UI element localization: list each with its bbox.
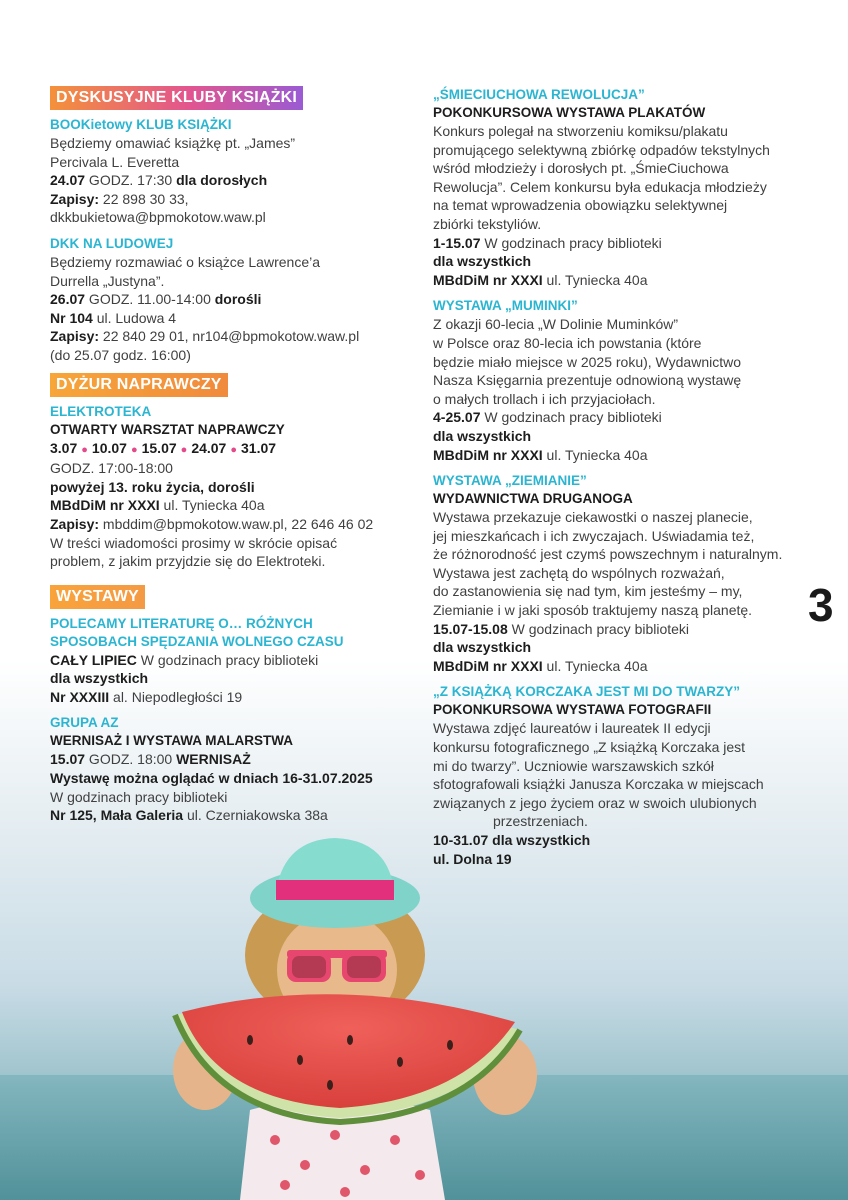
signup-label: Zapisy:	[50, 515, 100, 532]
event-elektroteka	[50, 403, 420, 571]
event-date: 10.07	[91, 439, 127, 456]
event-subtitle: WERNISAŻ I WYSTAWA MALARSTWA	[50, 733, 293, 749]
event-hours: W godzinach pracy biblioteki	[136, 651, 319, 668]
signup-value: 22 898 30 33,	[99, 190, 189, 207]
event-polecamy	[50, 615, 420, 707]
event-audience: dorośli	[214, 291, 262, 308]
event-kind: WERNISAŻ	[176, 751, 251, 768]
event-hours: W godzinach pracy biblioteki	[507, 620, 690, 637]
event-place-name: Nr 125, Mała Galeria	[50, 807, 184, 824]
event-title: POLECAMY LITERATURĘ O… RÓŻNYCH	[50, 615, 313, 631]
event-grupa-az	[50, 714, 420, 824]
event-date-line	[50, 750, 420, 769]
event-title: DKK NA LUDOWEJ	[50, 235, 174, 251]
event-subtitle: POKONKURSOWA WYSTAWA PLAKATÓW	[433, 105, 706, 120]
signup-line	[50, 515, 420, 534]
event-audience: dla wszystkich	[433, 427, 532, 444]
event-date: 3.07	[50, 439, 78, 456]
email-link[interactable]: dkkbukietowa@bpmokotow.waw.pl	[50, 209, 266, 226]
event-desc: jej mieszkańcach i ich zwyczajach. Uświadamia też,	[433, 527, 755, 544]
event-date: 15.07-15.08	[433, 620, 508, 637]
event-title: WYSTAWA „ZIEMIANIE”	[433, 473, 587, 489]
event-address: al. Niepodległości 19	[109, 688, 243, 705]
event-smieciuchowa	[433, 86, 813, 289]
event-date: 15.07	[141, 439, 177, 456]
event-date: 26.07	[50, 291, 86, 308]
event-desc: w Polsce oraz 80-lecia ich powstania (które	[433, 334, 702, 351]
event-audience: dla wszystkich	[50, 670, 149, 687]
event-desc: Wystawa zdjęć laureatów i laureatek II edycji	[433, 720, 711, 737]
event-desc: W treści wiadomości prosimy w skrócie opisać	[50, 534, 338, 551]
signup-note: (do 25.07 godz. 16:00)	[50, 346, 191, 363]
event-subtitle: OTWARTY WARSZTAT NAPRAWCZY	[50, 421, 285, 437]
event-desc: wśród młodzieży i dorosłych pt. „ŚmieCiuchowa	[433, 160, 729, 177]
event-desc: związanych z jego życiem oraz w swoich ulubionych	[433, 794, 757, 811]
signup-line	[50, 327, 420, 346]
event-desc: przestrzeniach.	[493, 813, 588, 830]
event-title-cont: SPOSOBACH SPĘDZANIA WOLNEGO CZASU	[50, 633, 344, 649]
event-place-name: MBdDiM nr XXXI	[433, 271, 543, 288]
event-address: ul. Tyniecka 40a	[159, 497, 265, 514]
page-number: 3	[808, 579, 834, 631]
event-ziemianie	[433, 472, 813, 675]
event-date: 31.07	[241, 439, 277, 456]
event-audience: powyżej 13. roku życia, dorośli	[50, 478, 255, 495]
event-audience: dla dorosłych	[176, 172, 268, 189]
event-place-name: Nr XXXIII	[50, 688, 110, 705]
event-title: „Z KSIĄŻKĄ KORCZAKA JEST MI DO TWARZY”	[433, 684, 740, 700]
event-audience: dla wszystkich	[433, 639, 532, 656]
signup-value: mbddim@bpmokotow.waw.pl, 22 646 46 02	[99, 515, 374, 532]
event-place-line	[50, 688, 420, 707]
event-subtitle: POKONKURSOWA WYSTAWA FOTOGRAFII	[433, 702, 712, 718]
event-range: Wystawę można oglądać w dniach 16-31.07.2025	[50, 770, 373, 787]
event-address: ul. Czerniakowska 38a	[183, 807, 328, 824]
bullet-icon: ●	[180, 443, 188, 456]
event-date-line	[433, 234, 813, 253]
event-hours: GODZ. 17:00-18:00	[50, 460, 173, 477]
event-address: ul. Tyniecka 40a	[542, 271, 648, 288]
event-place-name: MBdDiM nr XXXI	[50, 497, 160, 514]
section-heading-kluby: DYSKUSYJNE KLUBY KSIĄŻKI	[50, 86, 303, 110]
event-address: ul. Tyniecka 40a	[542, 657, 648, 674]
event-date: 1-15.07	[433, 234, 481, 251]
event-date-line	[433, 620, 813, 639]
left-column	[50, 86, 420, 833]
event-date: 24.07	[191, 439, 227, 456]
event-hours: W godzinach pracy biblioteki	[50, 788, 228, 805]
event-desc: Ziemianie i w jaki sposób traktujemy naszą planetę.	[433, 602, 753, 619]
event-desc: zbiórki tekstyliów.	[433, 215, 542, 232]
event-place-line	[433, 271, 813, 290]
event-place-name: MBdDiM nr XXXI	[433, 657, 543, 674]
bullet-icon: ●	[130, 443, 138, 456]
event-title: ELEKTROTEKA	[50, 403, 152, 419]
event-desc: mi do twarzy”. Uczniowie warszawskich szkół	[433, 757, 714, 774]
signup-label: Zapisy:	[50, 328, 100, 345]
event-title: GRUPA AZ	[50, 715, 119, 731]
event-desc: konkursu fotograficznego „Z książką Korczaka jest	[433, 739, 746, 756]
event-address: ul. Tyniecka 40a	[542, 446, 648, 463]
event-desc: Wystawa jest zachętą do wspólnych rozważań,	[433, 564, 725, 581]
event-bookietowy	[50, 116, 420, 227]
event-title: „ŚMIECIUCHOWA REWOLUCJA”	[433, 87, 645, 102]
signup-line	[50, 190, 420, 209]
event-subtitle: WYDAWNICTWA DRUGANOGA	[433, 491, 633, 507]
event-date-line	[50, 290, 420, 309]
event-desc: sfotografowali książki Janusza Korczaka w miejscach	[433, 776, 764, 793]
event-place-line	[433, 657, 813, 676]
event-address: ul. Ludowa 4	[92, 309, 177, 326]
event-desc: Będziemy rozmawiać o książce Lawrence’a	[50, 253, 320, 270]
signup-label: Zapisy:	[50, 190, 100, 207]
event-date: 4-25.07	[433, 409, 481, 426]
event-desc: problem, z jakim przyjdzie się do Elektroteki.	[50, 553, 326, 570]
event-title: WYSTAWA „MUMINKI”	[433, 298, 578, 314]
event-date-audience: 10-31.07 dla wszystkich	[433, 832, 591, 848]
event-desc: o małych trollach i ich przyjaciołach.	[433, 390, 656, 407]
event-dkk-ludowa	[50, 235, 420, 365]
event-audience: dla wszystkich	[433, 253, 532, 270]
bullet-icon: ●	[81, 443, 88, 456]
event-desc: Durrella „Justyna”.	[50, 272, 165, 289]
right-column	[433, 86, 813, 876]
event-desc: Konkurs polegał na stworzeniu komiksu/plakatu	[433, 123, 728, 139]
event-place-line	[50, 806, 420, 825]
event-date: 24.07	[50, 172, 86, 189]
event-title: BOOKietowy KLUB KSIĄŻKI	[50, 117, 232, 132]
event-place-name: MBdDiM nr XXXI	[433, 446, 543, 463]
event-place-name: Nr 104	[50, 309, 93, 326]
event-hours: W godzinach pracy biblioteki	[480, 409, 662, 426]
event-place-line	[433, 446, 813, 465]
event-date-line	[50, 171, 420, 190]
event-date: 15.07	[50, 751, 86, 768]
event-desc: Percivala L. Everetta	[50, 153, 180, 170]
event-place-line	[50, 309, 420, 328]
event-date-line	[50, 651, 420, 670]
event-desc: Z okazji 60-lecia „W Dolinie Muminków”	[433, 316, 679, 333]
event-desc: Rewolucja”. Celem konkursu była edukacja młodzieży	[433, 178, 767, 195]
event-hours: W godzinach pracy biblioteki	[480, 234, 662, 251]
event-muminki	[433, 297, 813, 464]
event-desc: na temat wprowadzenia obowiązku selektywnej	[433, 197, 728, 214]
event-desc: Będziemy omawiać książkę pt. „James”	[50, 135, 296, 151]
bullet-icon: ●	[230, 443, 238, 456]
signup-value: 22 840 29 01, nr104@bpmokotow.waw.pl	[99, 328, 360, 345]
event-desc: promującego selektywną zbiórkę odpadów tekstylnych	[433, 141, 770, 158]
event-desc: Nasza Księgarnia prezentuje odnowioną wystawę	[433, 372, 742, 389]
event-desc: będzie miało miejsce w 2025 roku), Wydawnictwo	[433, 353, 741, 370]
event-desc: Wystawa przekazuje ciekawostki o naszej planecie,	[433, 509, 753, 526]
event-desc: że różnorodność jest czymś powszechnym i naturalnym.	[433, 546, 783, 563]
event-time: GODZ. 17:30	[85, 172, 177, 189]
event-time: GODZ. 11.00-14:00	[85, 291, 215, 308]
event-address: ul. Dolna 19	[433, 850, 512, 867]
event-date-line	[433, 408, 813, 427]
event-date: CAŁY LIPIEC	[50, 651, 137, 668]
event-desc: do zastanowienia się nad tym, kim jesteśmy – my,	[433, 583, 743, 600]
section-heading-dyzur: DYŻUR NAPRAWCZY	[50, 373, 228, 397]
event-dates	[50, 439, 420, 460]
event-place-line	[50, 496, 420, 515]
section-heading-wystawy: WYSTAWY	[50, 585, 145, 609]
event-time: GODZ. 18:00	[85, 751, 177, 768]
event-korczak	[433, 683, 813, 868]
